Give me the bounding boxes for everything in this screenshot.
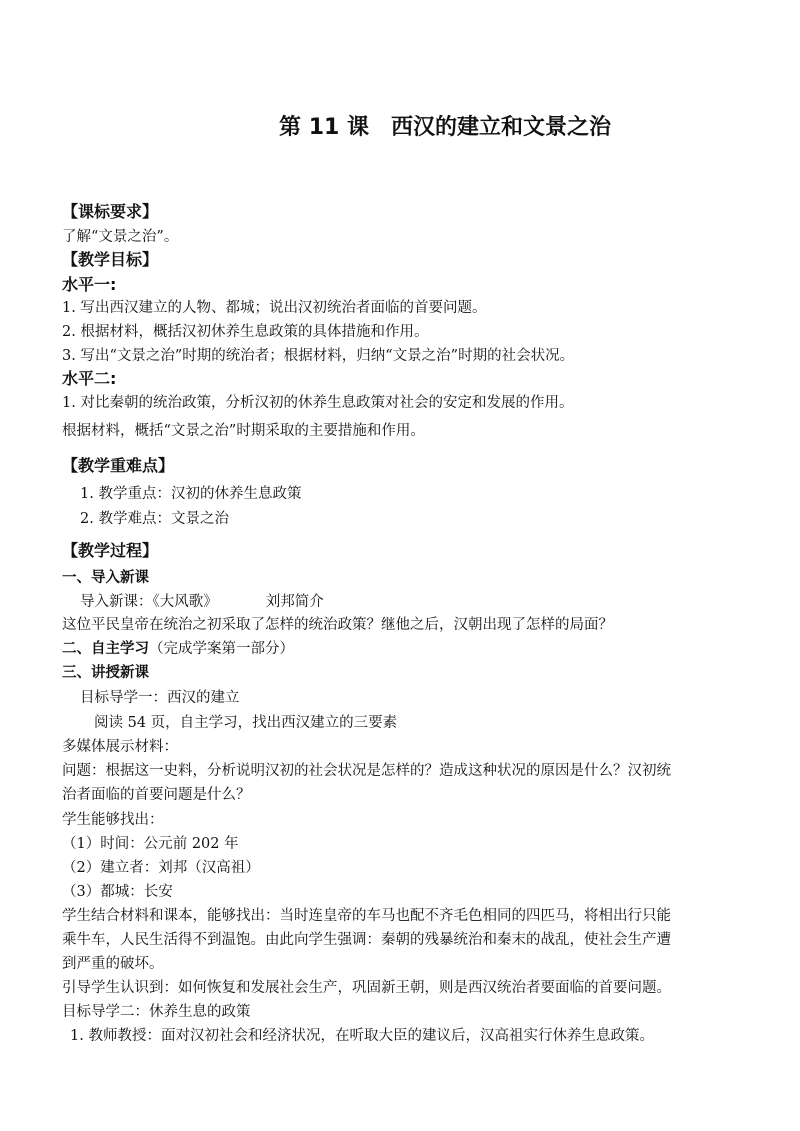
- part3-line: 阅读 54 页，自主学习，找出西汉建立的三要素: [94, 715, 398, 731]
- part3-line: 乘牛车，人民生活得不到温饱。由此向学生强调：秦朝的残暴统治和秦末的战乱，使社会生产遭: [62, 932, 671, 948]
- standards-heading: 【课标要求】: [62, 202, 159, 221]
- part3-line: （1）时间：公元前 202 年: [62, 836, 239, 852]
- part3-line: 学生能够找出：: [62, 812, 164, 828]
- part3-line: 引导学生认识到：如何恢复和发展社会生产，巩固新王朝，则是西汉统治者要面临的首要问题。: [62, 980, 671, 996]
- part3-line: 目标导学一：西汉的建立: [80, 690, 240, 706]
- part3-line: 学生结合材料和课本，能够找出：当时连皇帝的车马也配不齐毛色相同的四匹马，将相出行只能: [62, 908, 671, 924]
- part3-line: 1. 教师教授：面对汉初社会和经济状况，在听取大臣的建议后，汉高祖实行休养生息政策。: [70, 1028, 654, 1044]
- part2-note: （完成学案第一部分）: [149, 641, 294, 657]
- part2-line: [62, 639, 294, 659]
- keypoints-heading: 【教学重难点】: [62, 456, 175, 475]
- part1-intro: [80, 592, 324, 612]
- part3-line: 多媒体展示材料：: [62, 739, 178, 755]
- part3-line: 问题：根据这一史料，分析说明汉初的社会状况是怎样的？造成这种状况的原因是什么？汉初统: [62, 763, 671, 779]
- intro-song: 导入新课：《大风歌》: [80, 594, 218, 610]
- level1-item: 1. 写出西汉建立的人物、都城；说出汉初统治者面临的首要问题。: [62, 300, 487, 316]
- part3-line: （3）都城：长安: [62, 884, 173, 900]
- keypoint-item: 1. 教学重点：汉初的休养生息政策: [80, 486, 302, 502]
- standards-text: 了解“文景之治”。: [62, 229, 179, 245]
- goals-heading: 【教学目标】: [62, 250, 159, 269]
- intro-liubang: 刘邦简介: [265, 594, 324, 610]
- level1-item: 2. 根据材料，概括汉初休养生息政策的具体措施和作用。: [62, 324, 429, 340]
- page-title: 第 11 课 西汉的建立和文景之治: [279, 115, 611, 140]
- part3-line: 治者面临的首要问题是什么？: [62, 787, 251, 803]
- part3-line: 目标导学二：休养生息的政策: [62, 1004, 251, 1020]
- keypoint-item: 2. 教学难点：文景之治: [80, 511, 229, 527]
- process-heading: 【教学过程】: [62, 541, 159, 560]
- part1-question: 这位平民皇帝在统治之初采取了怎样的统治政策？继他之后，汉朝出现了怎样的局面？: [62, 617, 613, 633]
- level2-item: 根据材料，概括“文景之治”时期采取的主要措施和作用。: [62, 423, 425, 439]
- part2-label: 二、自主学习: [62, 641, 149, 657]
- level1-label: 水平一:: [62, 275, 117, 294]
- level2-item: 1. 对比秦朝的统治政策，分析汉初的休养生息政策对社会的安定和发展的作用。: [62, 395, 574, 411]
- level1-item: 3. 写出“文景之治”时期的统治者；根据材料，归纳“文景之治”时期的社会状况。: [62, 348, 575, 364]
- part1-label: 一、导入新课: [62, 570, 149, 586]
- part3-line: 到严重的破坏。: [62, 956, 164, 972]
- part3-label: 三、讲授新课: [62, 665, 149, 681]
- part3-line: （2）建立者：刘邦（汉高祖）: [62, 860, 260, 876]
- level2-label: 水平二:: [62, 369, 117, 388]
